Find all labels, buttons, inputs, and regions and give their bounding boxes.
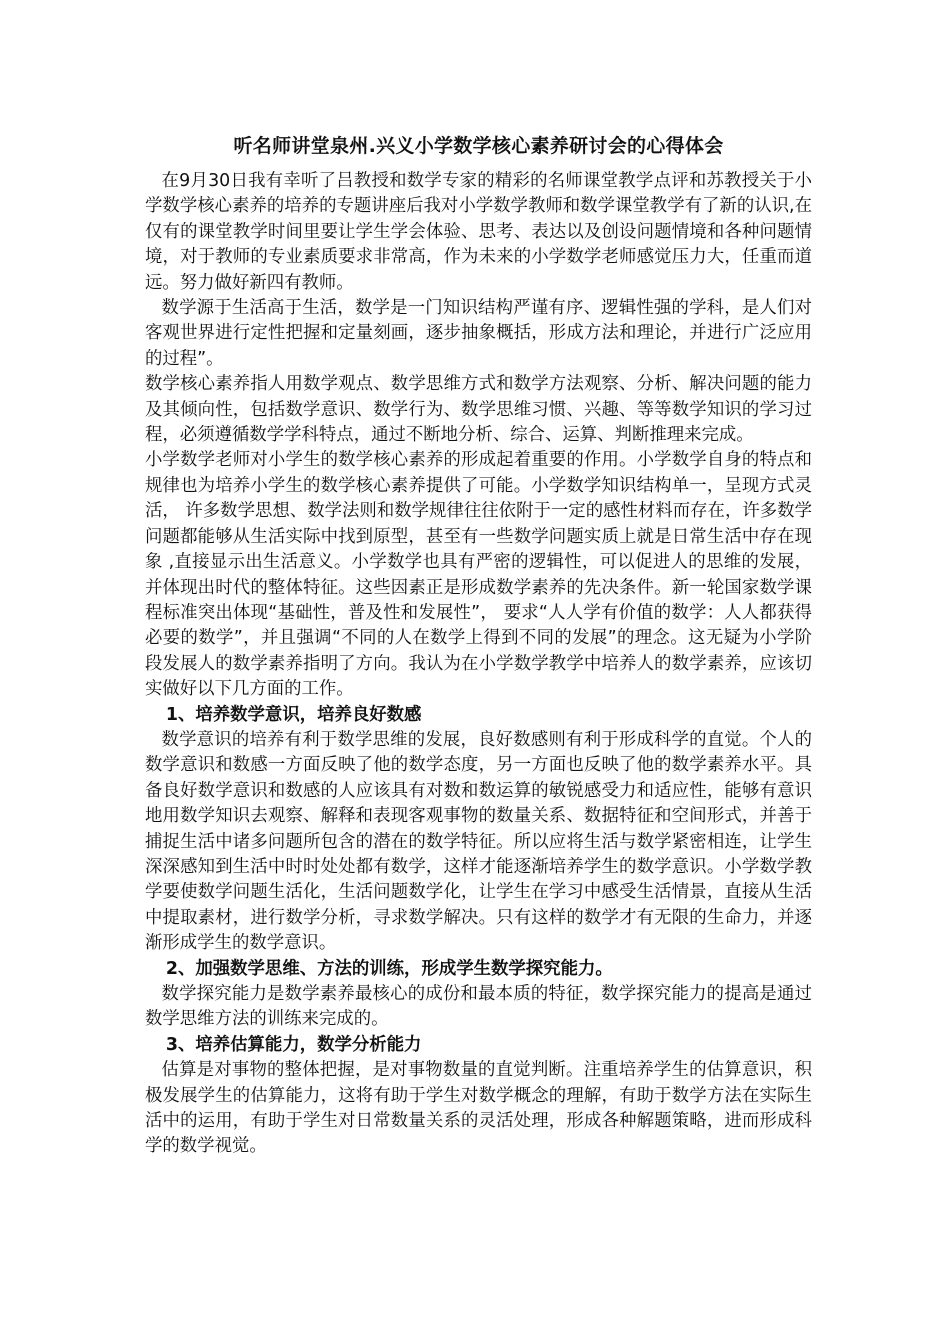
paragraph-teacher-role: 小学数学老师对小学生的数学核心素养的形成起着重要的作用。小学数学自身的特点和规律也为培养小学生的数学核心素养提供了可能。小学数学知识结构单一，呈现方式灵活， 许多数学思想、数学法则和数学规律往往依附于一定的感性材料而存在，许多数学问题都能够从生活实际中找到原型，甚至有一些数学问题实质上就是日常生活中存在现象 ,直接显示出生活意义。小学数学也具有严密的逻辑性，可以促进人的思维的发展，并体现出时代的整体特征。这些因素正是形成数学素养的先决条件。新一轮国家数学课程标准突出体现“基础性，普及性和发展性”， 要求“人人学有价值的数学：人人都获得必要的数学”，并且强调“不同的人在数学上得到不同的发展”的理念。这无疑为小学阶段发展人的数学素养指明了方向。我认为在小学数学教学中培养人的数学素养，应该切实做好以下几方面的工作。 xyxy=(145,450,812,700)
paragraph-intro: 在9月30日我有幸听了吕教授和数学专家的精彩的名师课堂教学点评和苏教授关于小学数学核心素养的培养的专题讲座后我对小学数学教师和数学课堂教学有了新的认识,在仅有的课堂教学时间里要让学生学会体验、思考、表达以及创设问题情境和各种问题情境，对于教师的专业素质要求非常高，作为未来的小学数学老师感觉压力大，任重而道远。努力做好新四有教师。 xyxy=(145,171,812,293)
paragraph-section-3: 估算是对事物的整体把握，是对事物数量的直觉判断。注重培养学生的估算意识，积极发展学生的估算能力，这将有助于学生对数学概念的理解，有助于数学方法在实际生活中的运用，有助于学生对日常数量关系的灵活处理，形成各种解题策略，进而形成科学的数学视觉。 xyxy=(145,1060,812,1157)
document-page xyxy=(145,133,812,1160)
paragraph-math-origin: 数学源于生活高于生活，数学是一门知识结构严谨有序、逻辑性强的学科，是人们对客观世界进行定性把握和定量刻画，逐步抽象概括，形成方法和理论，并进行广泛应用的过程”。 xyxy=(145,298,812,369)
paragraph-section-2: 数学探究能力是数学素养最核心的成份和最本质的特征，数学探究能力的提高是通过数学思维方法的训练来完成的。 xyxy=(145,984,812,1030)
document-title: 听名师讲堂泉州.兴义小学数学核心素养研讨会的心得体会 xyxy=(233,135,724,157)
paragraph-core-literacy-definition: 数学核心素养指人用数学观点、数学思维方式和数学方法观察、分析、解决问题的能力及其倾向性，包括数学意识、数学行为、数学思维习惯、兴趣、等等数学知识的学习过程，必须遵循数学学科特点，通过不断地分析、综合、运算、判断推理来完成。 xyxy=(145,374,812,446)
paragraph-section-1: 数学意识的培养有利于数学思维的发展，良好数感则有利于形成科学的直觉。个人的数学意识和数感一方面反映了他的数学态度，另一方面也反映了他的数学素养水平。具备良好数学意识和数感的人应该具有对数和数运算的敏锐感受力和适应性，能够有意识地用数学知识去观察、解释和表现客观事物的数量关系、数据特征和空间形式，并善于捕捉生活中诸多问题所包含的潜在的数学特征。所以应将生活与数学紧密相连，让学生深深感知到生活中时时处处都有数学，这样才能逐渐培养学生的数学意识。小学数学教学要使数学问题生活化，生活问题数学化，让学生在学习中感受生活情景，直接从生活中提取素材，进行数学分析，寻求数学解决。只有这样的数学才有无限的生命力，并逐渐形成学生的数学意识。 xyxy=(145,729,812,954)
section-heading-2: 2、加强数学思维、方法的训练，形成学生数学探究能力。 xyxy=(165,958,613,979)
section-heading-1: 1、培养数学意识，培养良好数感 xyxy=(165,704,422,725)
section-heading-3: 3、培养估算能力，数学分析能力 xyxy=(165,1034,422,1055)
